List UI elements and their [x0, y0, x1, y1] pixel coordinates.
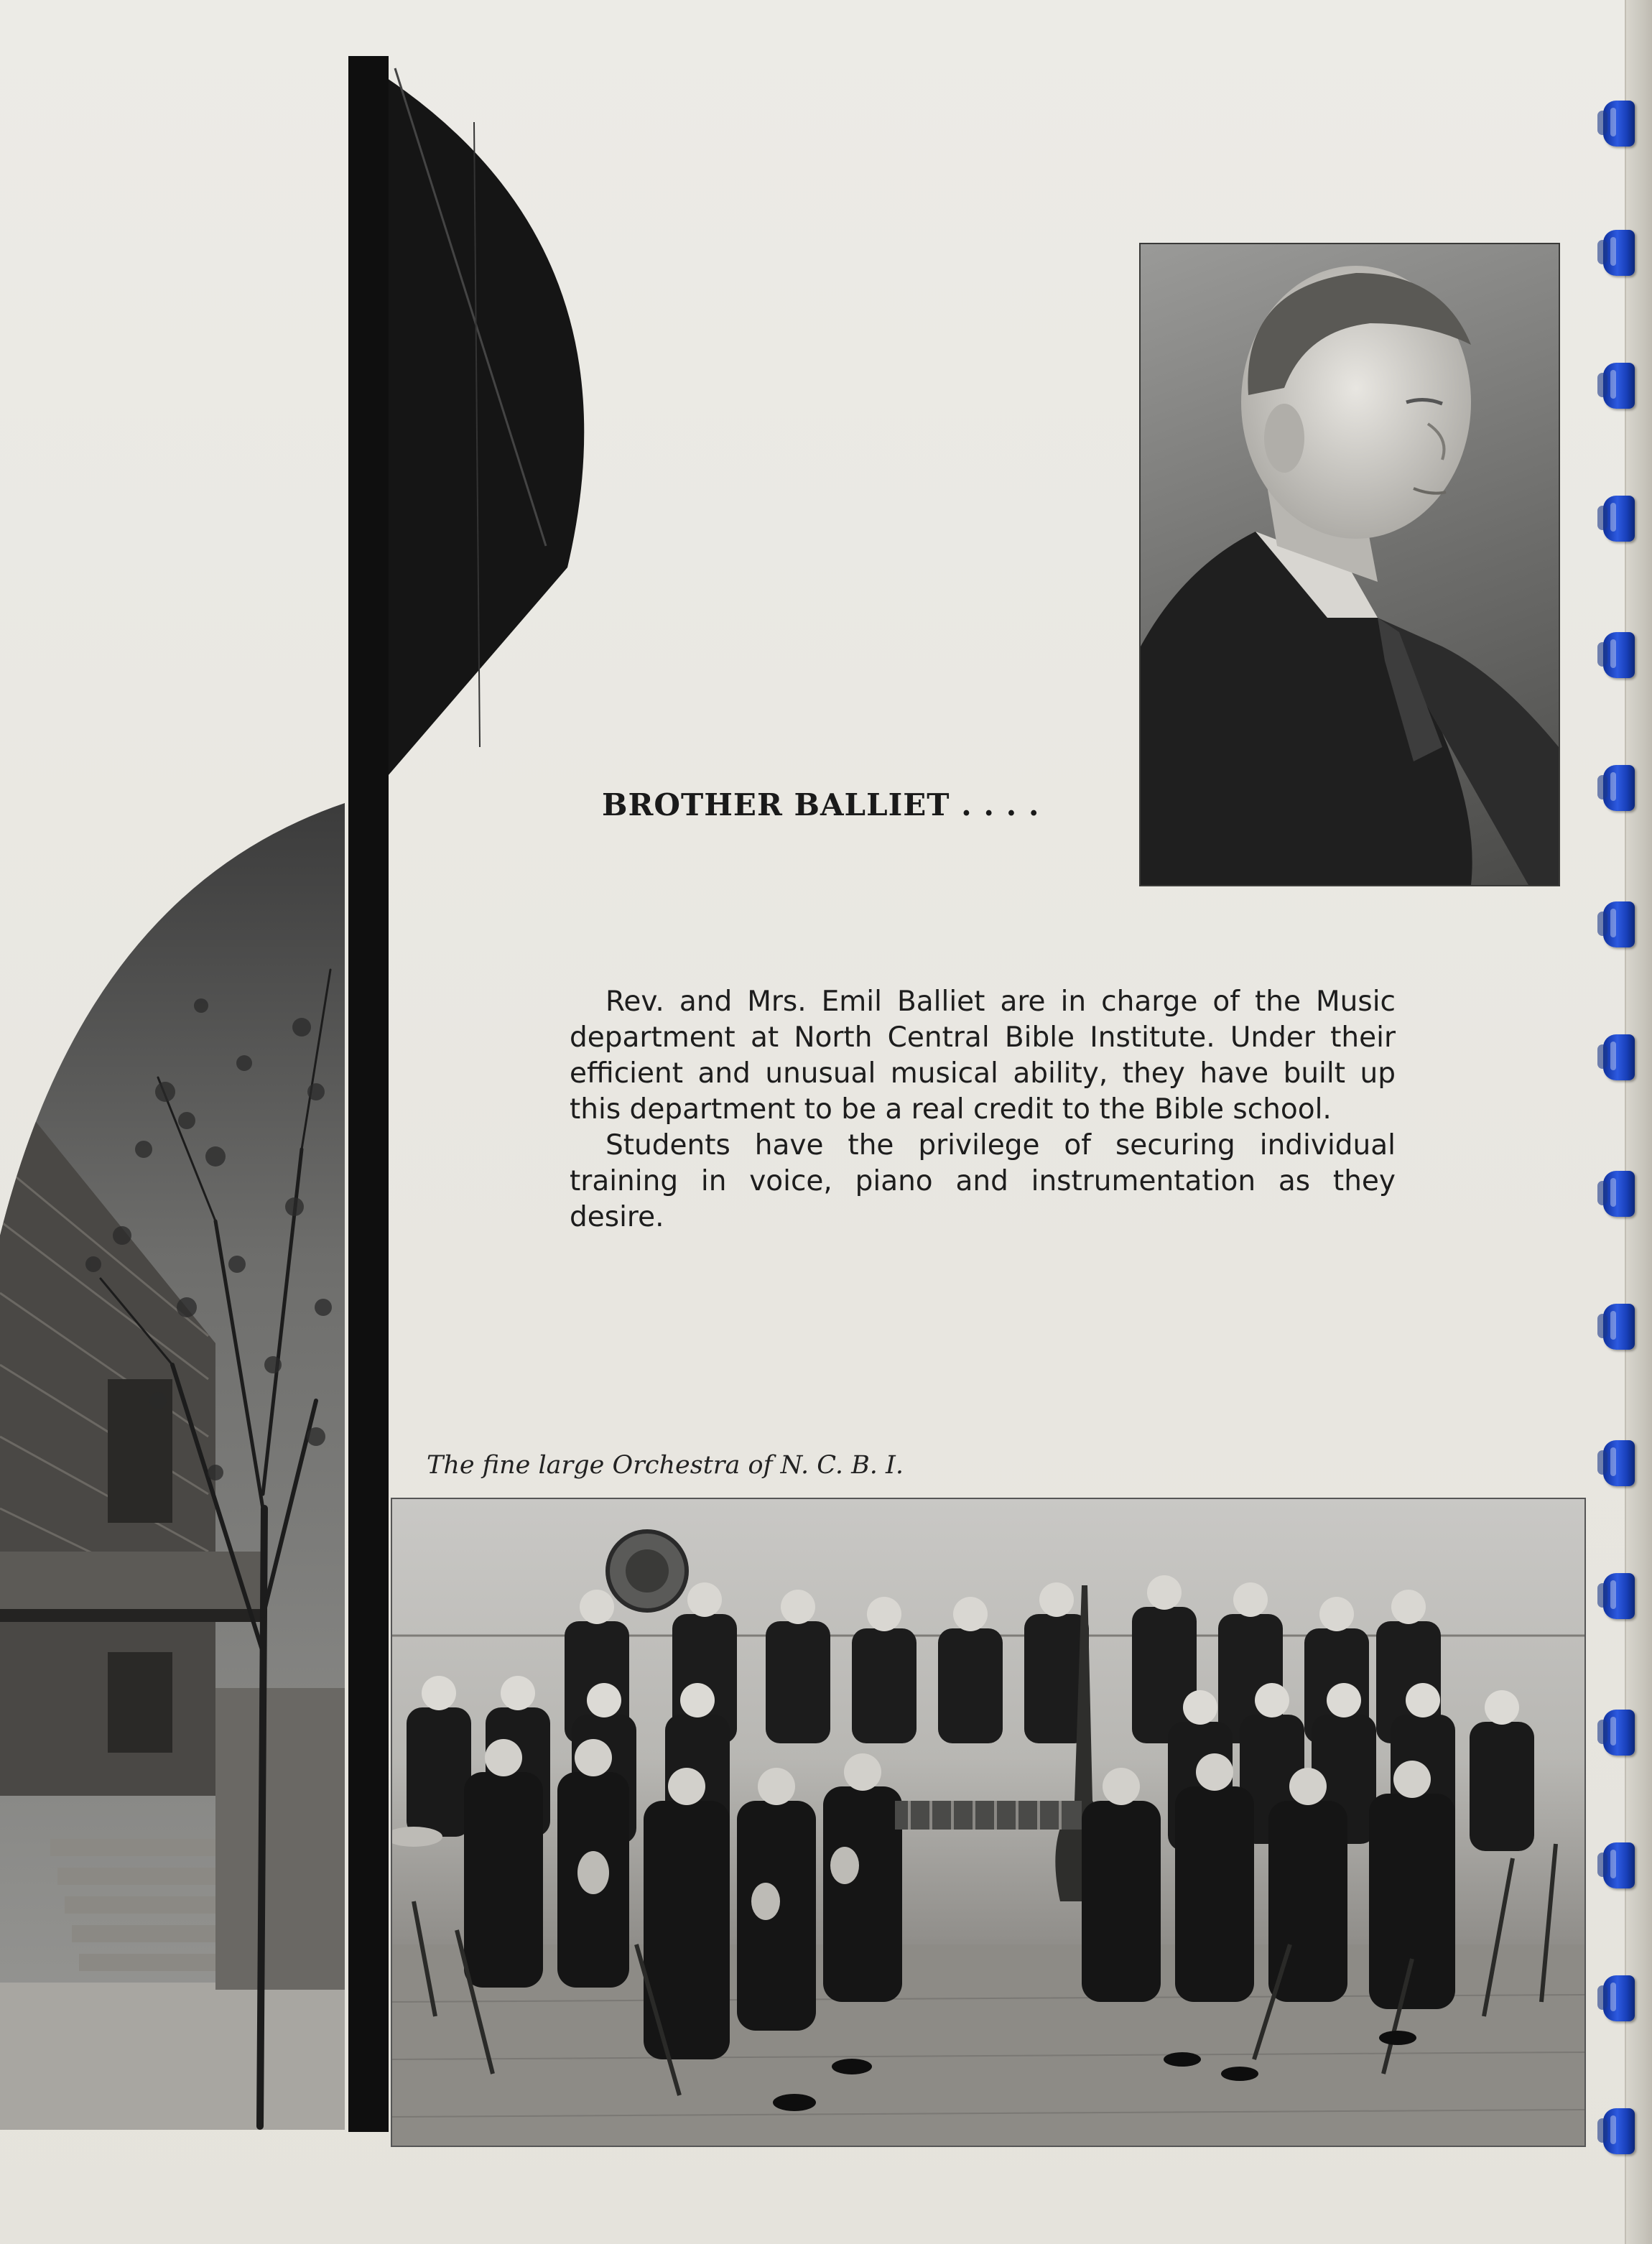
binder-ring	[1603, 765, 1635, 811]
page-heading: BROTHER BALLIET . . . .	[602, 787, 1040, 822]
binder-ring	[1603, 1710, 1635, 1756]
binder-ring	[1603, 1034, 1635, 1080]
binder-ring	[1603, 1842, 1635, 1888]
binder-ring	[1603, 101, 1635, 147]
photo-building-with-tree	[0, 790, 345, 2133]
binder-ring	[1603, 901, 1635, 947]
binder-ring	[1603, 496, 1635, 542]
note-stem	[348, 56, 389, 2132]
photo-portrait	[1141, 244, 1559, 885]
binder-ring	[1603, 1171, 1635, 1217]
photo-caption: The fine large Orchestra of N. C. B. I.	[427, 1451, 904, 1480]
binder-ring	[1603, 1304, 1635, 1350]
binder-ring	[1603, 1573, 1635, 1619]
binder-ring	[1603, 2108, 1635, 2154]
binder-ring	[1603, 1975, 1635, 2021]
binder-rings	[1603, 0, 1652, 2244]
photo-orchestra	[392, 1499, 1584, 2146]
paragraph-2: Students have the privilege of securing individual training in voice, piano and instrumentation as they desire.	[570, 1129, 1396, 1233]
body-text	[570, 984, 1396, 1235]
binder-ring	[1603, 230, 1635, 276]
binder-ring	[1603, 1440, 1635, 1486]
binder-ring	[1603, 632, 1635, 678]
paragraph-1: Rev. and Mrs. Emil Balliet are in charge of the Music department at North Central Bible Institute. Under their efficient and unusual musical ability, they have built up this department to be a real credit to the Bible school.	[570, 986, 1396, 1126]
binder-ring	[1603, 363, 1635, 409]
